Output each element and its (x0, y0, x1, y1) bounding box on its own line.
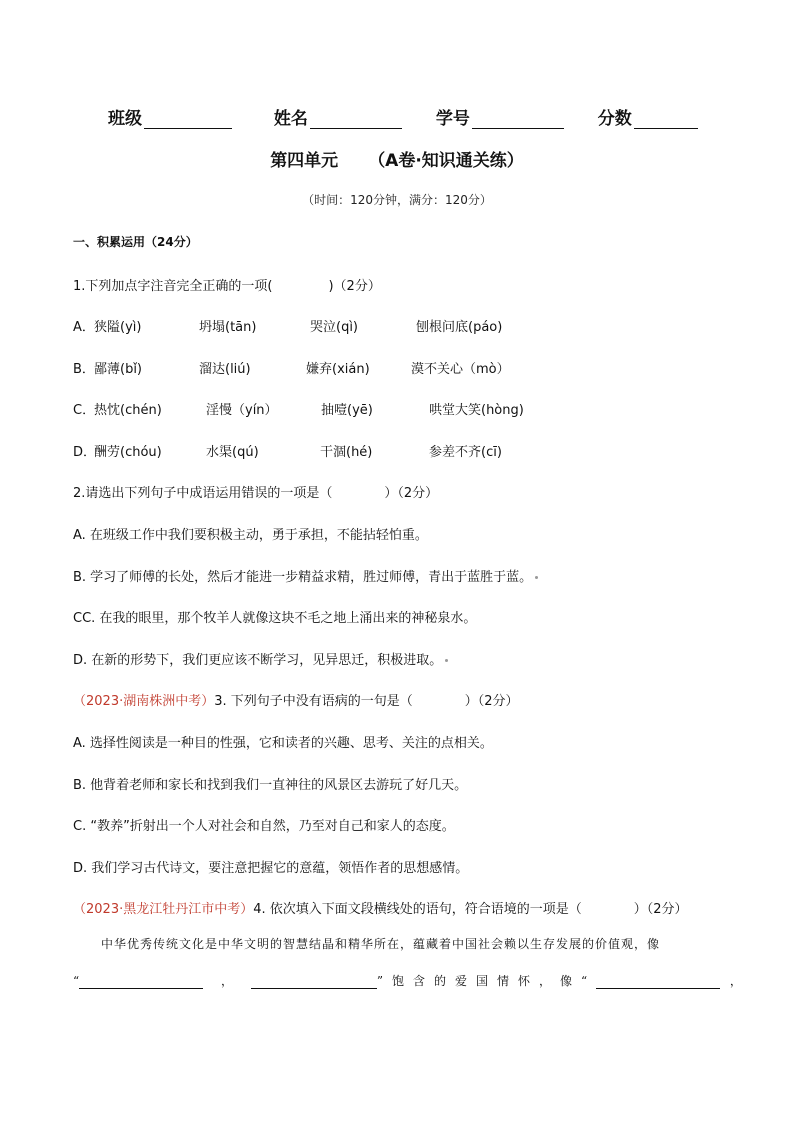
question-3-stem: （2023·湖南株洲中考）3. 下列句子中没有语病的一句是（ ）（2分） (73, 694, 519, 709)
q3-option-a: A. 选择性阅读是一种目的性强，它和读者的兴趣、思考、关注的点相关。 (73, 736, 493, 751)
q4-blank-2[interactable] (251, 974, 377, 989)
score-field (598, 104, 698, 129)
question-1-stem: 1.下列加点字注音完全正确的一项( )（2分） (73, 279, 381, 294)
q4-blank-1[interactable] (79, 974, 203, 989)
page-title (0, 146, 794, 171)
q4-blank-3[interactable] (596, 974, 720, 989)
q1-option-a-item: 狭隘(yì) (94, 320, 142, 335)
q2-option-b: B. 学习了师傅的长处，然后才能进一步精益求精，胜过师傅，青出于蓝胜于蓝。 (73, 566, 538, 585)
name-label: 姓名 (273, 109, 308, 129)
q1-option-b-label: B． (73, 362, 95, 377)
q1-option-a-item: 坍塌(tān) (199, 320, 257, 335)
q1-option-b-item: 漠不关心（mò） (411, 362, 510, 377)
q3-option-c: C. “教养”折射出一个人对社会和自然，乃至对自己和家人的态度。 (73, 819, 455, 834)
q4-passage-line-2: “ ， ”饱含的爱国情怀，像“ ， (73, 974, 742, 988)
q1-option-b-item: 溜达(liú) (199, 362, 251, 377)
q1-option-c-item: 淫慢（yín） (206, 403, 278, 418)
question-2-stem: 2.请选出下列句子中成语运用错误的一项是（ ）（2分） (73, 486, 439, 501)
q4-source: （2023·黑龙江牡丹江市中考） (73, 902, 254, 917)
q1-option-c-item: 抽噎(yē) (321, 403, 373, 418)
class-field (108, 104, 232, 129)
q3-option-d: D. 我们学习古代诗文，要注意把握它的意蕴，领悟作者的思想感情。 (73, 861, 469, 876)
name-blank[interactable] (310, 110, 402, 129)
q1-option-b-item: 嫌弃(xián) (306, 362, 370, 377)
q1-option-d-item: 参差不齐(cī) (429, 445, 502, 460)
question-4-stem: （2023·黑龙江牡丹江市中考）4. 依次填入下面文段横线处的语句，符合语境的一项是（ ）（2分） (73, 902, 688, 917)
q2-option-c: CC. 在我的眼里，那个牧羊人就像这块不毛之地上涌出来的神秘泉水。 (73, 611, 477, 626)
q1-option-c-item: 哄堂大笑(hòng) (429, 403, 524, 418)
q1-option-a-label: A． (73, 320, 95, 335)
score-label: 分数 (597, 109, 632, 129)
score-blank[interactable] (634, 110, 698, 129)
q1-option-d-label: D． (73, 445, 97, 460)
q3-source: （2023·湖南株洲中考） (73, 694, 215, 709)
q1-option-b-item: 鄙薄(bǐ) (94, 362, 143, 377)
q1-option-a-item: 哭泣(qì) (310, 320, 359, 335)
q1-option-d-item: 干涸(hé) (320, 445, 373, 460)
q4-passage-line-1: 中华优秀传统文化是中华文明的智慧结晶和精华所在，蕴藏着中国社会赖以生存发展的价值观，像 (101, 937, 661, 951)
volume-title: （A卷·知识通关练） (368, 151, 524, 171)
section-heading: 一、积累运用（24分） (73, 235, 198, 249)
name-field (274, 104, 402, 129)
q1-option-c-label: C． (73, 403, 96, 418)
student-id-field (436, 104, 564, 129)
unit-title: 第四单元 (270, 151, 339, 171)
student-info-row (108, 104, 698, 129)
q1-option-a-item: 刨根问底(páo) (416, 320, 503, 335)
q1-option-d-item: 水渠(qú) (206, 445, 259, 460)
q2-option-d: D. 在新的形势下，我们更应该不断学习，见异思迁，积极进取。 (73, 649, 448, 668)
student-id-label: 学号 (435, 109, 470, 129)
q1-option-c-item: 热忱(chén) (94, 403, 162, 418)
student-id-blank[interactable] (472, 110, 564, 129)
q1-option-d-item: 酬劳(chóu) (94, 445, 162, 460)
q2-option-a: A. 在班级工作中我们要积极主动，勇于承担，不能拈轻怕重。 (73, 528, 428, 543)
exam-time-info: （时间：120分钟，满分：120分） (302, 193, 492, 207)
q3-option-b: B. 他背着老师和家长和找到我们一直神往的风景区去游玩了好几天。 (73, 778, 468, 793)
class-label: 班级 (108, 109, 142, 129)
class-blank[interactable] (144, 110, 232, 129)
